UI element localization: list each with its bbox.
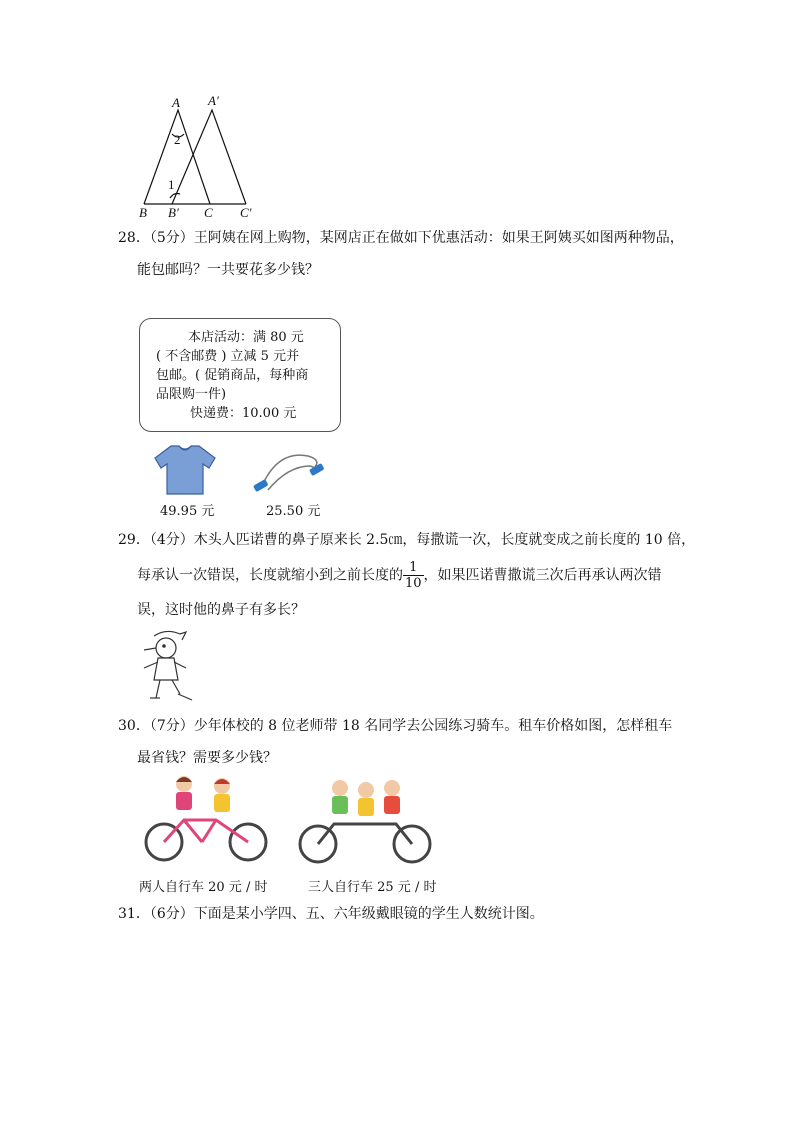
three-person-bike-illustration xyxy=(298,776,432,870)
q30-line2: 最省钱？需要多少钱？ xyxy=(137,750,277,766)
q29-line2-before: 每承认一次错误，长度就缩小到之前长度的 xyxy=(137,567,403,584)
triangle-diagram xyxy=(130,90,270,220)
label-c: C xyxy=(204,205,213,220)
notice-line-5: 快递费：10.00 元 xyxy=(190,406,297,421)
label-1: 1 xyxy=(168,177,175,192)
fraction-denominator: 10 xyxy=(405,576,422,591)
label-b: B xyxy=(139,205,147,220)
notice-line-3: 包邮。( 促销商品，每种商 xyxy=(156,368,309,383)
tshirt-icon xyxy=(153,444,217,500)
q29-line2-after: ，如果匹诺曹撒谎三次后再承认两次错 xyxy=(423,567,662,584)
q31-line1: 31．（6分）下面是某小学四、五、六年级戴眼镜的学生人数统计图。 xyxy=(118,906,544,922)
tshirt-price: 49.95 元 xyxy=(160,504,215,519)
jump-rope-icon xyxy=(248,446,328,500)
label-2: 2 xyxy=(174,132,181,147)
triangle-figure xyxy=(130,90,270,220)
triangle-abc xyxy=(144,110,210,204)
label-b-prime: B′ xyxy=(168,205,179,220)
fraction-numerator: 1 xyxy=(409,560,418,575)
label-c-prime: C′ xyxy=(240,205,252,220)
notice-line-2: ( 不含邮费 ) 立减 5 元并 xyxy=(156,349,300,364)
pinocchio-illustration xyxy=(136,628,202,710)
label-a-prime: A′ xyxy=(208,93,219,108)
q29-line1: 29．（4分）木头人匹诺曹的鼻子原来长 2.5㎝，每撒谎一次，长度就变成之前长度的 10 倍， xyxy=(118,532,696,548)
rope-price: 25.50 元 xyxy=(266,504,321,519)
bike3-caption: 三人自行车 25 元 / 时 xyxy=(308,880,437,895)
promo-notice xyxy=(139,318,341,432)
notice-line-1: 本店活动：满 80 元 xyxy=(188,330,304,345)
two-person-bike-illustration xyxy=(144,772,268,868)
q29-line3: 误，这时他的鼻子有多长？ xyxy=(137,602,305,618)
q28-line1: 28．（5分）王阿姨在网上购物，某网店正在做如下优惠活动：如果王阿姨买如图两种物品， xyxy=(118,230,684,246)
q30-line1: 30．（7分）少年体校的 8 位老师带 18 名同学去公园练习骑车。租车价格如图，怎样租车 xyxy=(118,718,673,734)
bike2-caption: 两人自行车 20 元 / 时 xyxy=(139,880,268,895)
q29-line2 xyxy=(137,560,662,591)
label-a: A xyxy=(172,95,180,110)
q28-line2: 能包邮吗？一共要花多少钱？ xyxy=(137,262,319,278)
notice-line-4: 品限购一件) xyxy=(156,387,227,402)
fraction-one-tenth xyxy=(403,560,424,591)
